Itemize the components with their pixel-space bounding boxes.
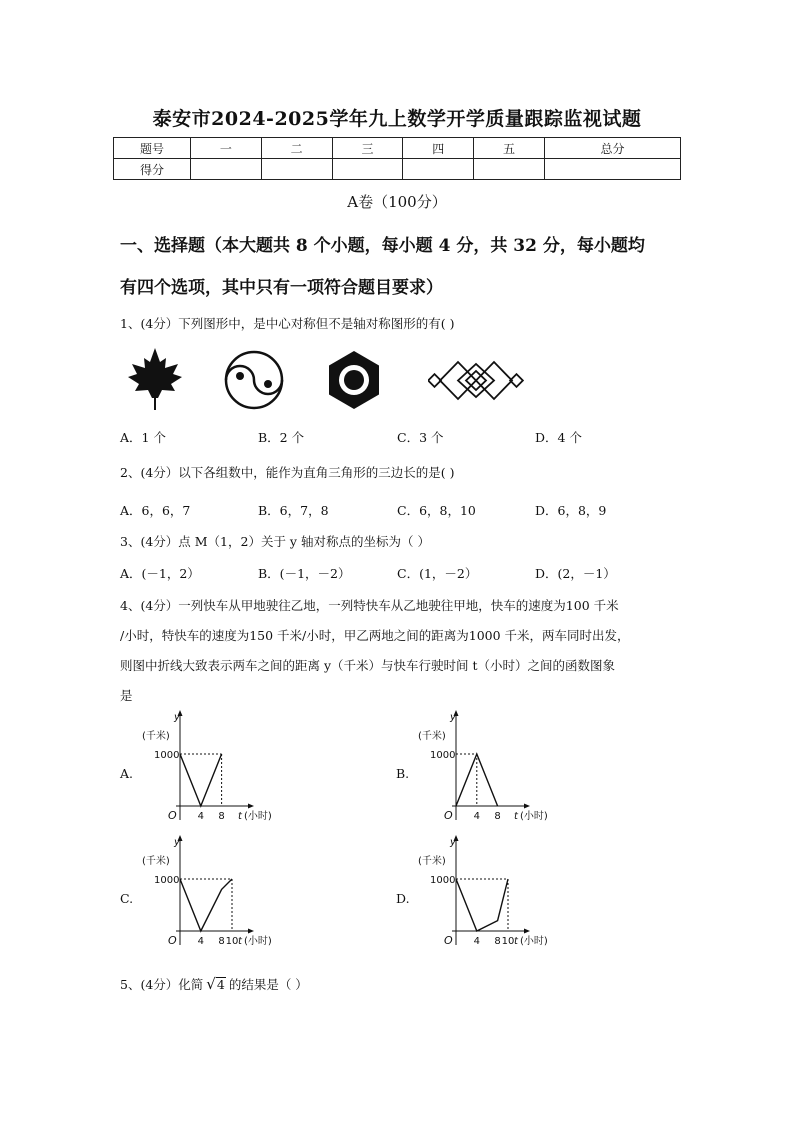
x-tick-label: 10 xyxy=(225,936,239,947)
origin-label: O xyxy=(168,809,177,822)
question-4-line-1: 4、(4分）一列快车从甲地驶往乙地，一列特快车从乙地驶往甲地，快车的速度为100 千米 xyxy=(120,598,619,613)
y-tick-label: 1000 xyxy=(430,750,456,761)
score-header-cell: 一 xyxy=(191,138,262,159)
x-tick-label: 8 xyxy=(494,811,501,822)
x-unit-label: (小时) xyxy=(244,811,272,822)
score-header-cell: 总分 xyxy=(544,138,680,159)
y-tick-label: 1000 xyxy=(154,750,180,761)
score-cell xyxy=(332,159,403,180)
x-axis-arrow-icon xyxy=(248,929,254,934)
y-axis-label: y xyxy=(174,712,180,723)
x-axis-label: t xyxy=(238,936,242,947)
x-axis-arrow-icon xyxy=(524,804,530,809)
section-1-heading-line2: 有四个选项，其中只有一项符合题目要求） xyxy=(120,278,443,298)
y-axis-label: y xyxy=(450,837,456,848)
x-axis-label: t xyxy=(514,936,518,947)
score-header-cell: 二 xyxy=(261,138,332,159)
y-unit-label: (千米) xyxy=(142,856,170,867)
score-cell xyxy=(403,159,474,180)
x-axis-arrow-icon xyxy=(524,929,530,934)
radical-sign-icon: √ xyxy=(206,974,216,993)
x-tick-label: 8 xyxy=(494,936,501,947)
q3-option-d: D．(2，－1） xyxy=(535,566,616,581)
q4-option-b-label: B. xyxy=(396,766,410,781)
graph-polyline xyxy=(180,754,222,806)
graph-polyline xyxy=(180,879,232,931)
x-tick-label: 8 xyxy=(218,811,225,822)
y-unit-label: (千米) xyxy=(418,731,446,742)
graph-option-c xyxy=(140,833,280,957)
q4-option-c-label: C. xyxy=(120,891,134,906)
knot-pattern-icon xyxy=(428,356,524,406)
score-cell xyxy=(261,159,332,180)
question-3-text: 3、(4分）点 M（1，2）关于 y 轴对称点的坐标为（ ） xyxy=(120,534,430,549)
x-axis-arrow-icon xyxy=(248,804,254,809)
x-unit-label: (小时) xyxy=(520,811,548,822)
q1-option-c: C．3 个 xyxy=(397,430,444,445)
q2-option-a: A．6，6，7 xyxy=(120,503,191,518)
graph-polyline xyxy=(456,879,508,931)
q3-option-c: C．(1，－2） xyxy=(397,566,478,581)
score-row-label: 得分 xyxy=(114,159,191,180)
score-header-cell: 题号 xyxy=(114,138,191,159)
score-table-score-row xyxy=(114,159,681,180)
question-4-line-2: /小时，特快车的速度为150 千米/小时，甲乙两地之间的距离为1000 千米，两车同时出发， xyxy=(120,628,630,643)
document-title: 泰安市2024-2025学年九上数学开学质量跟踪监视试题 xyxy=(152,108,642,130)
origin-label: O xyxy=(444,934,453,947)
q2-option-b: B．6，7，8 xyxy=(258,503,329,518)
y-axis-label: y xyxy=(450,712,456,723)
q1-option-b: B．2 个 xyxy=(258,430,305,445)
score-table xyxy=(113,137,681,180)
radicand: 4 xyxy=(216,977,225,993)
x-axis-label: t xyxy=(238,811,242,822)
y-tick-label: 1000 xyxy=(154,875,180,886)
question-5-text-after: 的结果是（ ） xyxy=(228,977,308,992)
q2-option-c: C．6，8，10 xyxy=(397,503,476,518)
score-cell xyxy=(191,159,262,180)
x-tick-label: 4 xyxy=(473,811,480,822)
x-tick-label: 10 xyxy=(501,936,515,947)
q3-option-a: A．(－1，2） xyxy=(120,566,200,581)
section-1-heading-line1: 一、选择题（本大题共 8 个小题，每小题 4 分，共 32 分，每小题均 xyxy=(120,236,645,256)
graph-option-a xyxy=(140,708,280,832)
y-axis-label: y xyxy=(174,837,180,848)
question-4-line-4: 是 xyxy=(120,688,133,703)
score-header-cell: 三 xyxy=(332,138,403,159)
question-5 xyxy=(120,975,308,993)
section-a-heading: A卷（100分） xyxy=(347,193,447,211)
x-axis-label: t xyxy=(514,811,518,822)
x-tick-label: 4 xyxy=(197,936,204,947)
question-1-text: 1、(4分）下列图形中，是中心对称但不是轴对称图形的有( ) xyxy=(120,316,455,331)
maple-leaf-icon xyxy=(120,344,190,414)
q3-option-b: B．(－1，－2） xyxy=(258,566,351,581)
x-tick-label: 8 xyxy=(218,936,225,947)
graph-option-b xyxy=(416,708,556,832)
score-header-cell: 五 xyxy=(474,138,545,159)
question-4-line-3: 则图中折线大致表示两车之间的距离 y（千米）与快车行驶时间 t（小时）之间的函数图象 xyxy=(120,658,616,673)
question-2-text: 2、(4分）以下各组数中，能作为直角三角形的三边长的是( ) xyxy=(120,465,455,480)
sqrt-expression xyxy=(206,974,226,993)
origin-label: O xyxy=(444,809,453,822)
x-unit-label: (小时) xyxy=(520,936,548,947)
q4-option-d-label: D. xyxy=(396,891,410,906)
q1-option-d: D．4 个 xyxy=(535,430,582,445)
score-cell xyxy=(544,159,680,180)
y-unit-label: (千米) xyxy=(418,856,446,867)
graph-option-d xyxy=(416,833,556,957)
origin-label: O xyxy=(168,934,177,947)
q2-option-d: D．6，8，9 xyxy=(535,503,607,518)
q4-option-a-label: A. xyxy=(120,766,134,781)
yin-yang-icon xyxy=(222,348,286,412)
q1-option-a: A．1 个 xyxy=(120,430,166,445)
question-5-text-before: 5、(4分）化简 xyxy=(120,977,204,992)
hex-nut-icon xyxy=(322,348,386,412)
x-tick-label: 4 xyxy=(473,936,480,947)
score-table-header-row xyxy=(114,138,681,159)
y-tick-label: 1000 xyxy=(430,875,456,886)
score-header-cell: 四 xyxy=(403,138,474,159)
x-unit-label: (小时) xyxy=(244,936,272,947)
score-cell xyxy=(474,159,545,180)
y-unit-label: (千米) xyxy=(142,731,170,742)
x-tick-label: 4 xyxy=(197,811,204,822)
